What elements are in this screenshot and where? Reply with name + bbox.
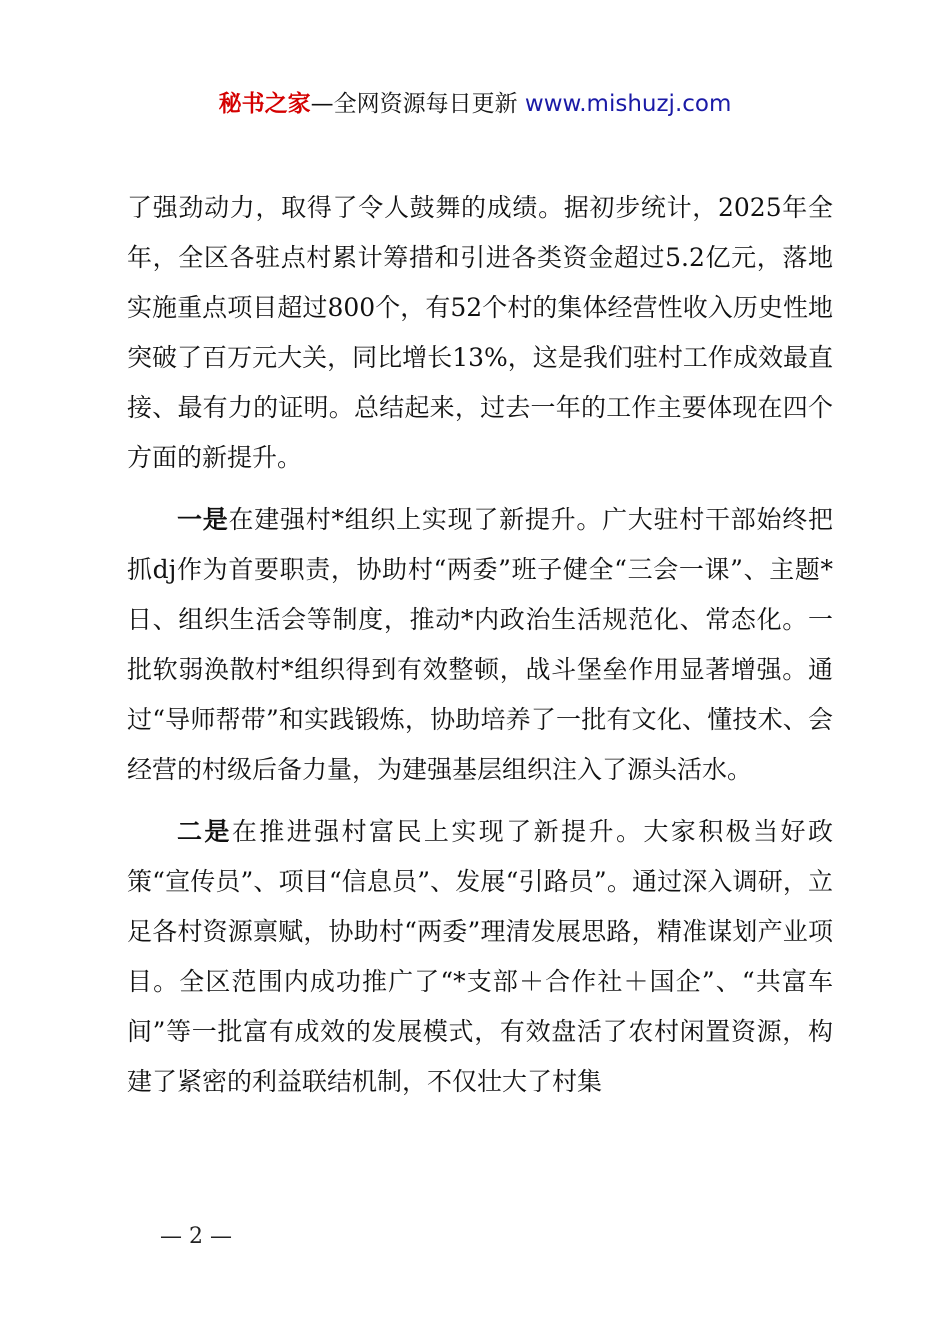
- paragraph-point-one: [127, 495, 833, 795]
- page-number: — 2 —: [160, 1224, 232, 1249]
- paragraph-text: 了强劲动力，取得了令人鼓舞的成绩。据初步统计，2025年全年，全区各驻点村累计筹措和引进各类资金超过5.2亿元，落地实施重点项目超过800个，有52个村的集体经营性收入历史性地突破了百万元大关，同比增长13%，这是我们驻村工作成效最直接、最有力的证明。总结起来，过去一年的工作主要体现在四个方面的新提升。: [127, 193, 833, 472]
- paragraph-lead: 二是: [177, 817, 232, 846]
- site-tagline: —全网资源每日更新: [310, 91, 518, 117]
- site-brand: 秘书之家: [218, 91, 311, 117]
- paragraph-continuation: [127, 183, 833, 483]
- paragraph-spacer: [127, 795, 833, 807]
- paragraph-text: 在推进强村富民上实现了新提升。大家积极当好政策“宣传员”、项目“信息员”、发展“引路员”。通过深入调研，立足各村资源禀赋，协助村“两委”理清发展思路，精准谋划产业项目。全区范围内成功推广了“*支部＋合作社＋国企”、“共富车间”等一批富有成效的发展模式，有效盘活了农村闲置资源，构建了紧密的利益联结机制，不仅壮大了村集: [127, 817, 833, 1096]
- site-header: [0, 88, 950, 120]
- paragraph-text: 在建强村*组织上实现了新提升。广大驻村干部始终把抓dj作为首要职责，协助村“两委”班子健全“三会一课”、主题*日、组织生活会等制度，推动*内政治生活规范化、常态化。一批软弱涣散村*组织得到有效整顿，战斗堡垒作用显著增强。通过“导师帮带”和实践锻炼，协助培养了一批有文化、懂技术、会经营的村级后备力量，为建强基层组织注入了源头活水。: [127, 505, 833, 784]
- paragraph-spacer: [127, 483, 833, 495]
- site-url-link[interactable]: www.mishuzj.com: [524, 91, 732, 117]
- document-body: [127, 183, 833, 1107]
- paragraph-lead: 一是: [177, 505, 229, 534]
- paragraph-point-two: [127, 807, 833, 1107]
